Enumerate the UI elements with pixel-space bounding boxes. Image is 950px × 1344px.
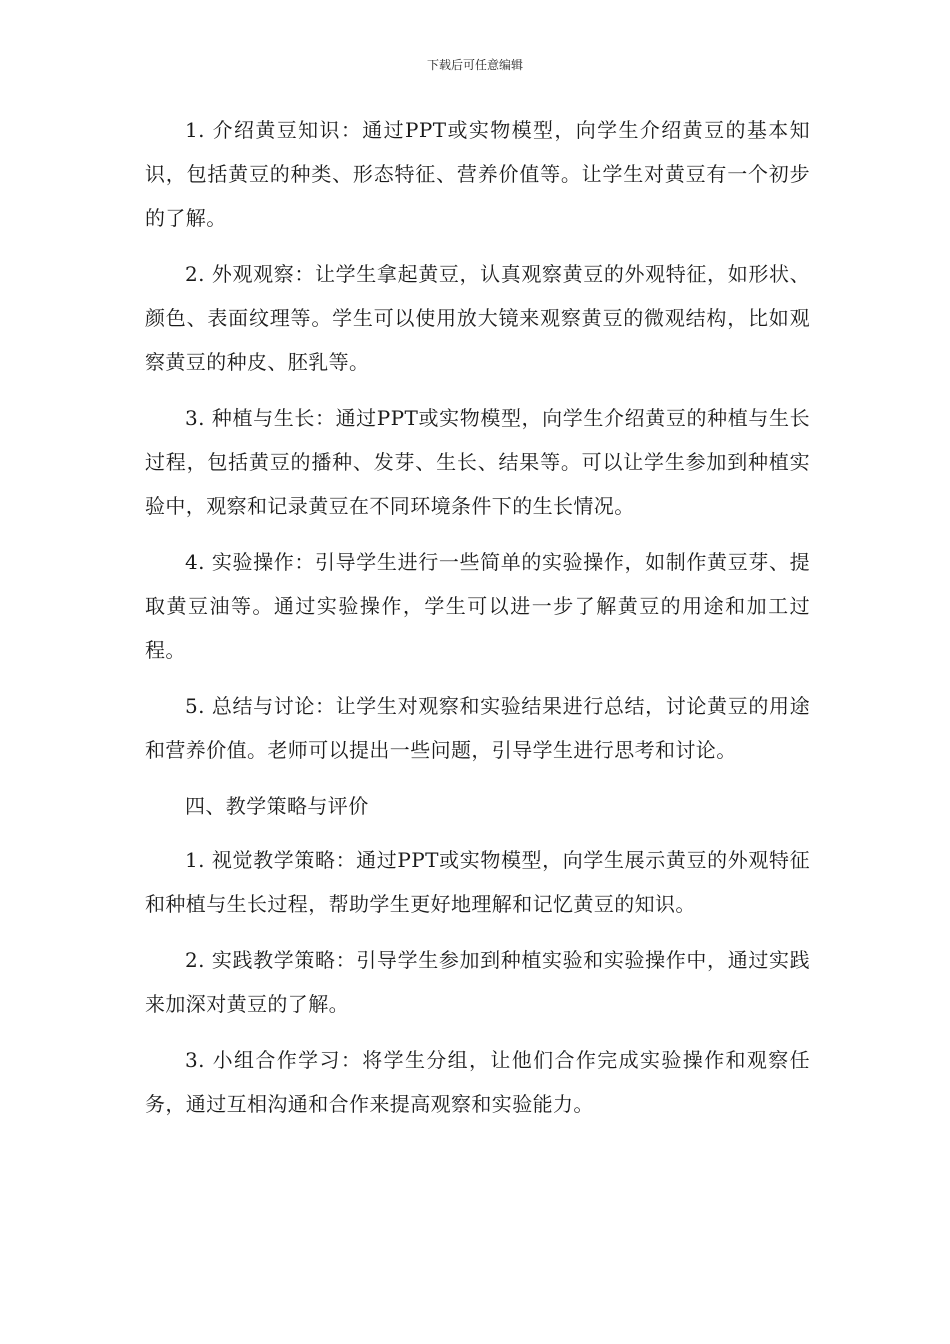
paragraph-visual-strategy: 1. 视觉教学策略：通过PPT或实物模型，向学生展示黄豆的外观特征和种植与生长过程，帮助学生更好地理解和记忆黄豆的知识。 [145,848,810,916]
page-header: 下载后可任意编辑 [426,58,523,72]
paragraph-planting-growth: 3. 种植与生长：通过PPT或实物模型，向学生介绍黄豆的种植与生长过程，包括黄豆的播种、发芽、生长、结果等。可以让学生参加到种植实验中，观察和记录黄豆在不同环境条件下的生长情况。 [145,406,810,518]
paragraph-group-cooperation: 3. 小组合作学习：将学生分组，让他们合作完成实验操作和观察任务，通过互相沟通和合作来提高观察和实验能力。 [145,1048,810,1116]
document-body [145,108,810,1138]
paragraph-introduce-soybean: 1. 介绍黄豆知识：通过PPT或实物模型，向学生介绍黄豆的基本知识，包括黄豆的种类、形态特征、营养价值等。让学生对黄豆有一个初步的了解。 [145,118,810,230]
paragraph-experiment-operation: 4. 实验操作：引导学生进行一些简单的实验操作，如制作黄豆芽、提取黄豆油等。通过实验操作，学生可以进一步了解黄豆的用途和加工过程。 [145,550,810,662]
paragraph-practice-strategy: 2. 实践教学策略：引导学生参加到种植实验和实验操作中，通过实践来加深对黄豆的了解。 [145,948,810,1016]
paragraph-summary-discussion: 5. 总结与讨论：让学生对观察和实验结果进行总结，讨论黄豆的用途和营养价值。老师可以提出一些问题，引导学生进行思考和讨论。 [145,694,810,762]
paragraph-appearance-observation: 2. 外观观察：让学生拿起黄豆，认真观察黄豆的外观特征，如形状、颜色、表面纹理等。学生可以使用放大镜来观察黄豆的微观结构，比如观察黄豆的种皮、胚乳等。 [145,262,810,374]
section-heading-strategy-evaluation: 四、教学策略与评价 [185,794,369,818]
